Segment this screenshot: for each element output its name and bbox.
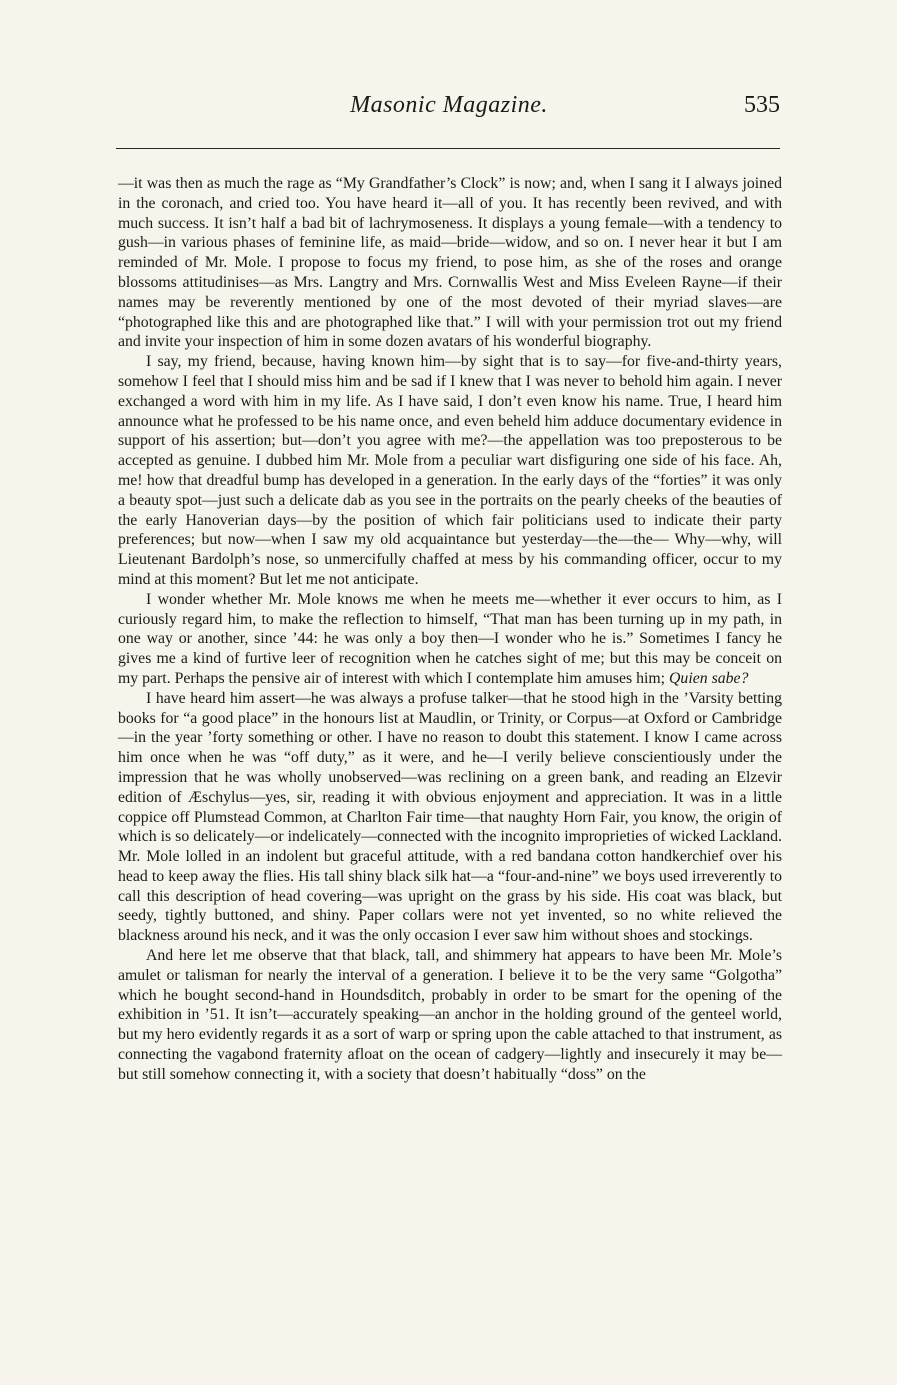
paragraph-text: I say, my friend, because, having known him—by sight that is to say—for five-and-thirty years, somehow I feel that I should miss him and be sad if I knew that I was never to behold him again. I never exchanged a word with him in my life. As I have said, I don’t even know his name. True, I heard him announce what he professed to be his name once, and even beheld him adduce documentary evidence in support of his assertion; but—don’t you agree with me?—the appellation was too preposterous to be accepted as genuine. I dubbed him Mr. Mole from a peculiar wart disfiguring one side of his face. Ah, me! how that dreadful bump has developed in a generation. In the early days of the “forties” it was only a beauty spot—just such a delicate dab as you see in the portraits on the pearly cheeks of the beauties of the early Hanoverian days—by the position of which fair politicians used to indicate their party preferences; but now—when I saw my old acquaintance but yesterday—the—the— Why—why, will Lieutenant Bardolph’s nose, so unmercifully chaffed at mess by his commanding officer, occur to my mind at this moment? But let me not anticipate. (118, 353, 782, 588)
article-body (118, 174, 782, 1085)
paragraph (118, 689, 782, 946)
paragraph-text: —it was then as much the rage as “My Grandfather’s Clock” is now; and, when I sang it I always joined in the coronach, and cried too. You have heard it—all of you. It has recently been revived, and with much success. It isn’t half a bad bit of lachrymoseness. It displays a young female—with a tendency to gush—in various phases of feminine life, as maid—bride—widow, and so on. I never hear it but I am reminded of Mr. Mole. I propose to focus my friend, to pose him, as she of the roses and orange blossoms attitudinises—as Mrs. Langtry and Mrs. Cornwallis West and Miss Eveleen Rayne—if their names may be reverently mentioned by one of the most devoted of their myriad slaves—are “photographed like this and are photographed like that.” I will with your permission trot out my friend and invite your inspection of him in some dozen avatars of his wonderful biography. (118, 175, 782, 351)
paragraph (118, 590, 782, 689)
paragraph-text: I have heard him assert—he was always a profuse talker—that he stood high in the ’Varsity betting books for “a good place” in the honours list at Maudlin, or Trinity, or Corpus—at Oxford or Cambridge—in the year ’forty something or other. I have no reason to doubt this statement. I know I came across him once when he was “off duty,” as it were, and he—I verily believe conscientiously under the impression that he was wholly unobserved—was reclining on a green bank, and reading an Elzevir edition of Æschylus—yes, sir, reading it with obvious enjoyment and appreciation. It was in a little coppice off Plumstead Common, at Charlton Fair time—that naughty Horn Fair, you know, the origin of which is so delicately—or indelicately—connected with the incognito improprieties of wicked Lackland. Mr. Mole lolled in an indolent but graceful attitude, with a red bandana cotton handkerchief over his head to keep away the flies. His tall shiny black silk hat—a “four-and-nine” we boys used irreverently to call this description of head covering—was upright on the grass by his side. His coat was black, but seedy, tightly buttoned, and shiny. Paper collars were not yet invented, so no white relieved the blackness around his neck, and it was the only occasion I ever saw him without shoes and stockings. (118, 689, 782, 945)
paragraph (118, 352, 782, 590)
italic-phrase: Quien sabe? (669, 669, 749, 687)
paragraph-text: And here let me observe that that black, tall, and shimmery hat appears to have been Mr. Mole’s amulet or talisman for nearly the interval of a generation. I believe it to be the very same “Golgotha” which he bought second-hand in Houndsditch, probably in order to be smart for the opening of the exhibition in ’51. It isn’t—accurately speaking—an anchor in the holding ground of the genteel world, but my hero evidently regards it as a sort of warp or spring upon the cable attached to that instrument, as connecting the vagabond fraternity afloat on the ocean of cadgery—lightly and insecurely it may be—but still somehow connecting it, with a society that doesn’t habitually “doss” on the (118, 947, 782, 1083)
page-header (118, 92, 780, 128)
page-number: 535 (744, 92, 780, 118)
running-title: Masonic Magazine. (350, 92, 548, 118)
paragraph (118, 946, 782, 1085)
paragraph (118, 174, 782, 352)
header-rule (116, 148, 780, 149)
paragraph-text: I wonder whether Mr. Mole knows me when he meets me—whether it ever occurs to him, as I curiously regard him, to make the reflection to himself, “That man has been turning up in my path, in one way or another, since ’44: he was only a boy then—I wonder who he is.” Sometimes I fancy he gives me a kind of furtive leer of recognition when he catches sight of me; but this may be conceit on my part. Perhaps the pensive air of interest with which I contemplate him amuses him; (118, 590, 782, 687)
